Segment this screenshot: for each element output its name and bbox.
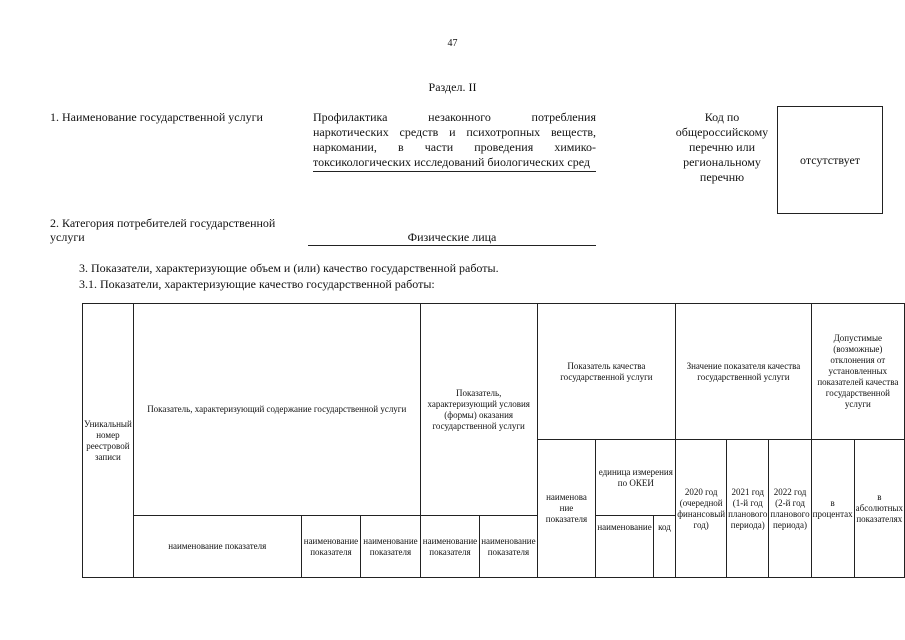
header-name-col-2: наименование показателя <box>361 516 421 578</box>
code-box <box>777 106 883 214</box>
code-value: отсутствует <box>799 152 861 167</box>
header-allowed-deviations: Допустимые (возможные) отклонения от установленных показателей качества государственной услуги <box>811 304 904 440</box>
header-year-2022: 2022 год (2-й год планового периода) <box>769 440 811 578</box>
indicators-title: 3. Показатели, характеризующие объем и (или) качество государственной работы. <box>79 261 499 275</box>
section-title: Раздел. II <box>428 80 477 94</box>
header-unit-code: код <box>653 516 675 578</box>
quality-title: 3.1. Показатели, характеризующие качество государственной работы: <box>79 277 435 291</box>
header-year-2021: 2021 год (1-й год планового периода) <box>727 440 769 578</box>
service-name-value: Профилактика незаконного потребления наркотических средств и психотропных веществ, наркомании, в части проведения химико-токсикологических исследований биологических сред <box>313 110 596 172</box>
header-unique-number: Уникальный номер реестровой записи <box>83 304 134 578</box>
header-year-2020: 2020 год (очередной финансовый год) <box>676 440 727 578</box>
quality-indicators-table <box>82 303 905 578</box>
header-content-indicator: Показатель, характеризующий содержание государственной услуги <box>133 304 420 516</box>
code-label: Код по общероссийскому перечню или региональному перечню <box>675 110 769 184</box>
header-in-percent: в процентах <box>811 440 854 578</box>
header-in-absolute: в абсолютных показателях <box>854 440 904 578</box>
header-name-of-indicator: наименование показателя <box>133 516 301 578</box>
header-quality-indicator: Показатель качества государственной услуги <box>537 304 676 440</box>
header-indicator-name: наименова ние показателя <box>537 440 596 578</box>
header-name-col-4: наименование показателя <box>480 516 537 578</box>
page-number: 47 <box>447 38 458 49</box>
header-conditions-indicator: Показатель, характеризующий условия (формы) оказания государственной услуги <box>420 304 537 516</box>
header-unit-name: наименование <box>596 516 653 578</box>
consumers-label: 2. Категория потребителей государственной услуги <box>50 216 276 244</box>
header-indicator-value: Значение показателя качества государственной услуги <box>676 304 811 440</box>
header-name-col-1: наименование показателя <box>301 516 361 578</box>
consumers-value: Физические лица <box>308 230 596 246</box>
service-name-label: 1. Наименование государственной услуги <box>50 110 263 124</box>
header-unit-okei: единица измерения по ОКЕИ <box>596 440 676 516</box>
header-name-col-3: наименование показателя <box>420 516 480 578</box>
